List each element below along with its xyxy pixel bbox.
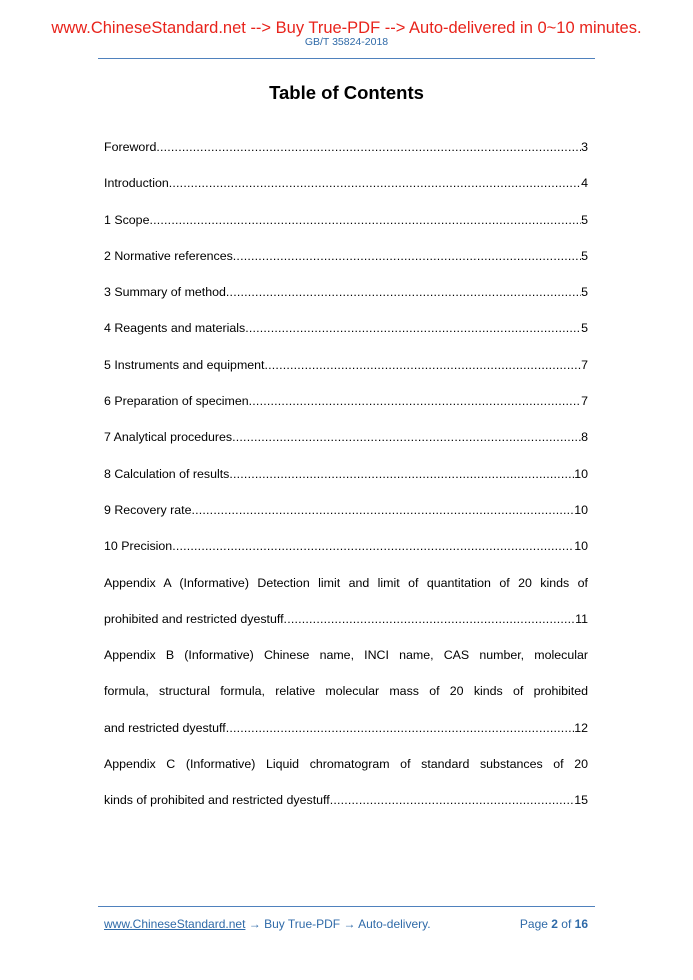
toc-leader-row	[104, 318, 588, 338]
toc-entry-label: and restricted dyestuff	[104, 720, 226, 735]
toc-entry-label: 8 Calculation of results	[104, 466, 230, 481]
toc-entry-page: 12	[574, 720, 588, 735]
toc-leader-row	[104, 790, 588, 810]
toc-entry-page: 5	[581, 321, 588, 336]
toc-leader-dots	[265, 355, 582, 375]
toc-leader-row	[104, 282, 588, 302]
toc-entry-label-line: Appendix C (Informative) Liquid chromatogram of standard substances of 20	[104, 757, 588, 772]
toc-entry-page: 7	[581, 394, 588, 409]
toc-entry[interactable]	[104, 391, 588, 427]
toc-entry-page: 11	[575, 611, 588, 626]
footer-site-link[interactable]: www.ChineseStandard.net	[104, 917, 246, 931]
toc-entry[interactable]	[104, 355, 588, 391]
toc-entry[interactable]	[104, 464, 588, 500]
promo-banner: www.ChineseStandard.net --> Buy True-PDF --> Auto-delivered in 0~10 minutes.	[51, 19, 642, 37]
toc-leader-row	[104, 210, 588, 230]
header-divider	[98, 58, 595, 59]
table-of-contents	[104, 137, 588, 827]
toc-entry-label: prohibited and restricted dyestuff	[104, 611, 284, 626]
toc-entry[interactable]	[104, 210, 588, 246]
toc-entry-appendix-b-cont[interactable]	[104, 681, 588, 717]
toc-entry[interactable]	[104, 500, 588, 536]
toc-entry[interactable]	[104, 173, 588, 209]
toc-simple-entries	[104, 137, 588, 573]
page-current: 2	[551, 917, 558, 931]
toc-leader-dots	[249, 391, 581, 411]
toc-entry-label: 10 Precision	[104, 539, 173, 554]
toc-entry-page: 5	[581, 285, 588, 300]
toc-entry-page: 5	[581, 248, 588, 263]
toc-entry-appendix-c-cont[interactable]	[104, 790, 588, 826]
page-of: of	[557, 917, 575, 931]
toc-entry-page: 15	[574, 793, 588, 808]
page-total: 16	[574, 917, 588, 931]
toc-leader-row	[104, 427, 588, 447]
toc-leader-dots	[229, 464, 574, 484]
toc-leader-dots	[233, 246, 581, 266]
toc-entry-label: 3 Summary of method	[104, 285, 226, 300]
toc-entry-label: 4 Reagents and materials	[104, 321, 246, 336]
toc-leader-row	[104, 609, 588, 629]
toc-leader-row	[104, 500, 588, 520]
toc-entry-label: 6 Preparation of specimen	[104, 394, 249, 409]
toc-entry-label: 7 Analytical procedures	[104, 430, 233, 445]
toc-entry-page: 4	[581, 176, 588, 191]
toc-leader-row	[104, 173, 588, 193]
toc-leader-dots	[226, 282, 581, 302]
toc-leader-dots	[191, 500, 574, 520]
toc-entry[interactable]	[104, 318, 588, 354]
toc-entry-page: 8	[581, 430, 588, 445]
toc-leader-dots	[284, 609, 576, 629]
toc-entry-label: 2 Normative references	[104, 248, 233, 263]
toc-entry-label: kinds of prohibited and restricted dyestuff	[104, 793, 330, 808]
toc-entry-page: 10	[574, 539, 588, 554]
toc-leader-row	[104, 464, 588, 484]
toc-entry-label: Introduction	[104, 176, 169, 191]
toc-entry-appendix-a-cont[interactable]	[104, 609, 588, 645]
page-number	[520, 916, 588, 932]
toc-leader-row	[104, 137, 588, 157]
toc-entry-label-line: Appendix A (Informative) Detection limit and limit of quantitation of 20 kinds of	[104, 575, 588, 590]
toc-entry-label: 9 Recovery rate	[104, 502, 192, 517]
toc-leader-dots	[330, 790, 575, 810]
toc-leader-dots	[245, 318, 581, 338]
toc-entry[interactable]	[104, 246, 588, 282]
toc-entry-label: 1 Scope	[104, 212, 150, 227]
toc-leader-row	[104, 536, 588, 556]
toc-entry-label: Foreword	[104, 140, 157, 154]
toc-entry-appendix-b-cont-2[interactable]	[104, 718, 588, 754]
toc-leader-dots	[169, 173, 581, 193]
toc-leader-row	[104, 391, 588, 411]
toc-entry-label-line: formula, structural formula, relative molecular mass of 20 kinds of prohibited	[104, 684, 588, 699]
footer-divider	[98, 906, 595, 907]
footer-tagline: → Buy True-PDF → Auto-delivery.	[245, 917, 431, 931]
toc-entry-label: 5 Instruments and equipment	[104, 357, 265, 372]
page-prefix: Page	[519, 917, 552, 931]
toc-entry[interactable]	[104, 427, 588, 463]
page-title: Table of Contents	[269, 82, 424, 103]
toc-entry[interactable]	[104, 282, 588, 318]
toc-leader-dots	[226, 718, 575, 738]
toc-leader-row	[104, 246, 588, 266]
toc-leader-row	[104, 718, 588, 738]
toc-entry-page: 10	[574, 502, 588, 517]
toc-leader-dots	[156, 137, 581, 157]
toc-entry-appendix-a[interactable]	[104, 573, 588, 609]
toc-leader-dots	[232, 427, 581, 447]
toc-entry-page: 3	[581, 140, 588, 154]
toc-entry-label-line: Appendix B (Informative) Chinese name, INCI name, CAS number, molecular	[104, 648, 588, 663]
standard-code: GB/T 35824-2018	[304, 36, 389, 48]
toc-entry-page: 7	[581, 357, 588, 372]
toc-leader-row	[104, 355, 588, 375]
toc-entry[interactable]	[104, 137, 588, 173]
toc-entry-appendix-c[interactable]	[104, 754, 588, 790]
toc-leader-dots	[149, 210, 581, 230]
footer-left	[104, 916, 431, 932]
toc-entry[interactable]	[104, 536, 588, 572]
toc-leader-dots	[172, 536, 574, 556]
toc-entry-appendix-b[interactable]	[104, 645, 588, 681]
toc-entry-page: 5	[581, 212, 588, 227]
toc-entry-page: 10	[574, 466, 588, 481]
